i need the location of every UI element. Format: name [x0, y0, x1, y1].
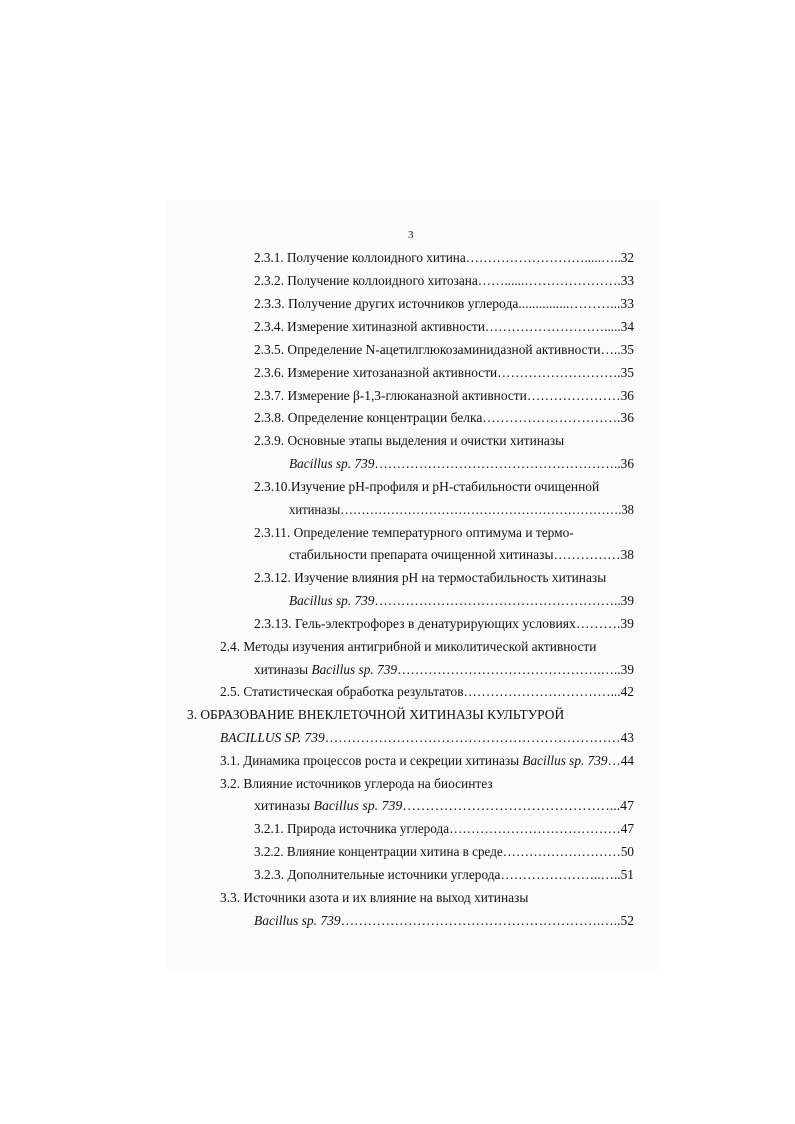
toc-entry: 2.5. Статистическая обработка результатов……………………………...42	[220, 684, 634, 699]
toc-entry: 3.3. Источники азота и их влияние на выход хитиназы	[220, 890, 529, 905]
toc-entry: Bacillus sp. 739………………………………………………….…..52	[254, 913, 634, 928]
toc-entry: 3.2.1. Природа источника углерода…………………………………47	[254, 821, 634, 836]
toc-entry: 2.3.3. Получение других источников углерода...............………...33	[254, 296, 634, 311]
toc-entry: 3. ОБРАЗОВАНИЕ ВНЕКЛЕТОЧНОЙ ХИТИНАЗЫ КУЛЬТУРОЙ	[187, 707, 565, 722]
toc-entry: 3.2.2. Влияние концентрации хитина в среде………………………50	[254, 844, 634, 859]
toc-entry: 2.3.5. Определение N-ацетилглюкозаминидазной активности…..35	[254, 342, 634, 357]
toc-entry: 2.3.13. Гель-электрофорез в денатурирующих условиях……….39	[254, 616, 634, 631]
toc-entry: Bacillus sp. 739………………………………………………..39	[289, 593, 634, 608]
toc-entry: BACILLUS SP. 739…………………………………………………………43	[220, 730, 634, 745]
toc-entry: 2.4. Методы изучения антигрибной и миколитической активности	[220, 639, 597, 654]
toc-entry: 2.3.9. Основные этапы выделения и очистки хитиназы	[254, 433, 565, 448]
toc-entry: 2.3.7. Измерение β-1,3-глюканазной активности…………………36	[254, 388, 634, 403]
toc-entry: Bacillus sp. 739………………………………………………..36	[289, 456, 634, 471]
toc-entry: 3.2.3. Дополнительные источники углерода…………………..…..51	[254, 867, 634, 882]
toc-entry: 3.2. Влияние источников углерода на биосинтез	[220, 776, 493, 791]
toc-entry: 3.1. Динамика процессов роста и секреции хитиназы Bacillus sp. 739…44	[220, 753, 634, 768]
toc-entry: хитиназы Bacillus sp. 739……………………………………….…..39	[254, 662, 634, 677]
toc-entry: 2.3.4. Измерение хитиназной активности……………………….....34	[254, 319, 634, 334]
toc-entry: 2.3.2. Получение коллоидного хитозана……......………………….33	[254, 273, 634, 288]
toc-entry: 2.3.12. Изучение влияния рН на термостабильность хитиназы	[254, 570, 607, 585]
toc-entry: 2.3.8. Определение концентрации белка………………………….36	[254, 410, 634, 425]
page-number: 3	[408, 229, 414, 241]
toc-entry: стабильности препарата очищенной хитиназы……………38	[289, 547, 634, 562]
toc-entry: хитиназы………………………………………………………….38	[289, 502, 634, 517]
toc-entry: 2.3.10.Изучение рН-профиля и рН-стабильности очищенной	[254, 479, 600, 494]
toc-entry: 2.3.6. Измерение хитозаназной активности……………………….35	[254, 365, 634, 380]
toc-entry: 2.3.11. Определение температурного оптимума и термо-	[254, 525, 574, 540]
toc-entry: хитиназы Bacillus sp. 739………………………………………...47	[254, 798, 634, 813]
toc-entry: 2.3.1. Получение коллоидного хитина……………………….....…..32	[254, 250, 634, 265]
